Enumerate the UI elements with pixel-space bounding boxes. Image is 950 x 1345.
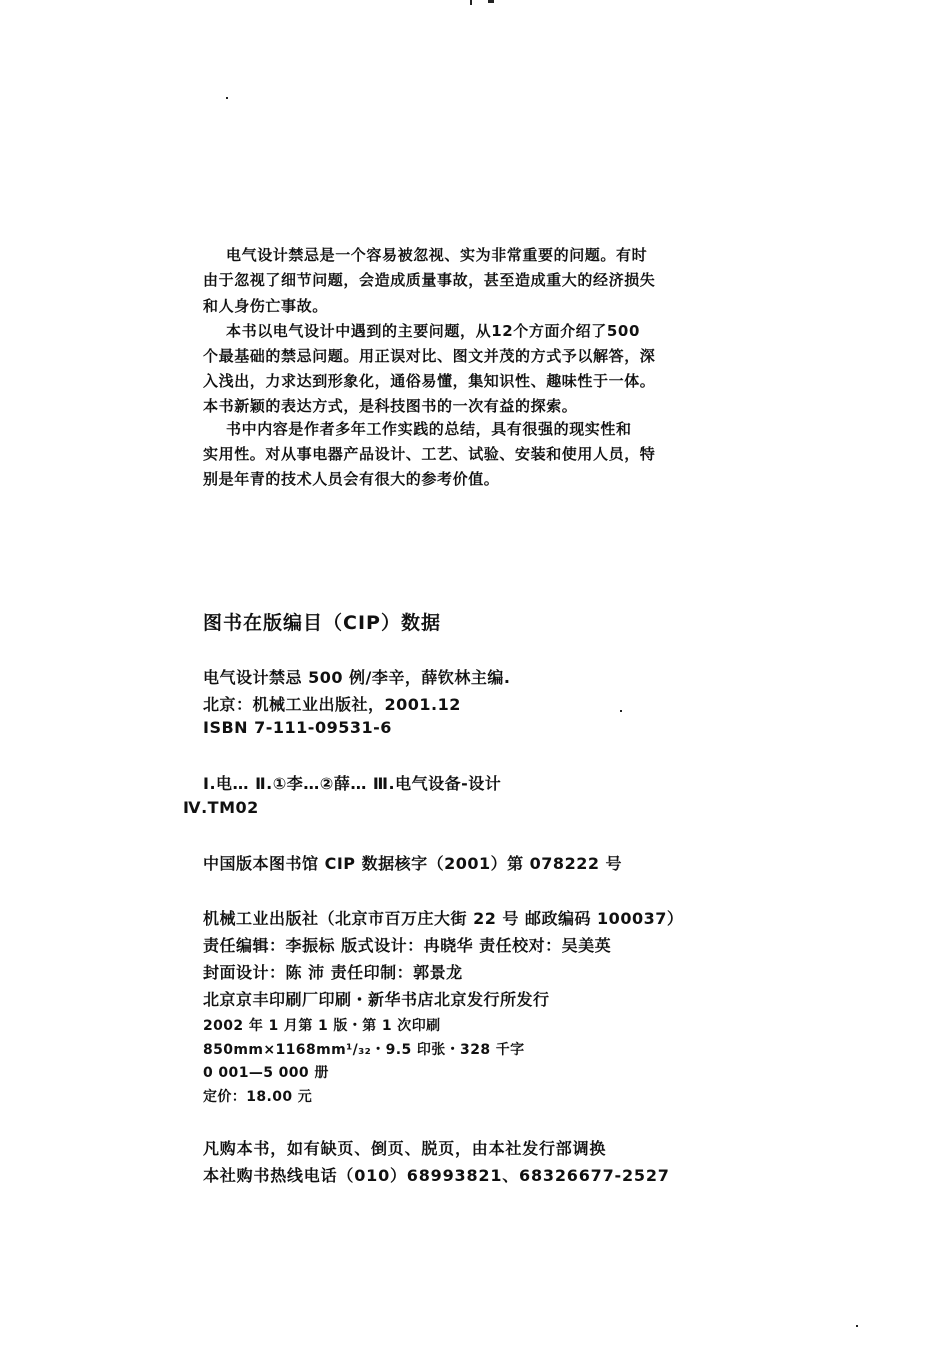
intro-line: 别是年青的技术人员会有很大的参考价值。: [203, 470, 500, 488]
cip-entry-line: 北京：机械工业出版社，2001.12: [203, 695, 461, 714]
price: 定价：18.00 元: [203, 1089, 313, 1105]
cover-credits: 封面设计：陈 沛 责任印制：郭景龙: [203, 963, 463, 982]
scan-mark-top: [470, 0, 472, 5]
format-info: 850mm×1168mm¹/₃₂・9.5 印张・328 千字: [203, 1042, 525, 1058]
edition-info: 2002 年 1 月第 1 版・第 1 次印刷: [203, 1018, 441, 1034]
intro-line: 个最基础的禁忌问题。用正误对比、图文并茂的方式予以解答，深: [203, 347, 656, 365]
scan-mark-top-2: [488, 0, 494, 3]
exchange-notice: 凡购本书，如有缺页、倒页、脱页，由本社发行部调换: [203, 1139, 607, 1158]
cip-heading: 图书在版编目（CIP）数据: [203, 612, 441, 634]
scan-speck: [226, 97, 228, 99]
intro-line: 由于忽视了细节问题，会造成质量事故，甚至造成重大的经济损失: [203, 271, 656, 289]
publisher-address: 机械工业出版社（北京市百万庄大街 22 号 邮政编码 100037）: [203, 909, 684, 928]
cip-library-record: 中国版本图书馆 CIP 数据核字（2001）第 078222 号: [203, 854, 623, 873]
intro-line: 书中内容是作者多年工作实践的总结，具有很强的现实性和: [226, 420, 632, 438]
intro-line: 电气设计禁忌是一个容易被忽视、实为非常重要的问题。有时: [226, 246, 648, 264]
intro-line: 实用性。对从事电器产品设计、工艺、试验、安装和使用人员，特: [203, 445, 656, 463]
intro-line: 和人身伤亡事故。: [203, 297, 328, 315]
cip-isbn: ISBN 7-111-09531-6: [203, 718, 392, 737]
cip-entry-line: 电气设计禁忌 500 例/李辛，薛钦林主编.: [203, 668, 511, 687]
intro-line: 本书以电气设计中遇到的主要问题，从12个方面介绍了500: [226, 322, 640, 340]
printer-distributor: 北京京丰印刷厂印刷・新华书店北京发行所发行: [203, 990, 550, 1009]
cip-classification: Ⅳ.TM02: [183, 798, 259, 817]
editor-credits: 责任编辑：李振标 版式设计：冉晓华 责任校对：吴美英: [203, 936, 612, 955]
sales-hotline: 本社购书热线电话（010）68993821、68326677-2527: [203, 1166, 670, 1185]
intro-line: 本书新颖的表达方式，是科技图书的一次有益的探索。: [203, 397, 578, 415]
scan-speck: [620, 710, 622, 712]
scan-speck: [856, 1325, 858, 1327]
intro-line: 入浅出，力求达到形象化，通俗易懂，集知识性、趣味性于一体。: [203, 372, 656, 390]
print-run: 0 001—5 000 册: [203, 1065, 329, 1081]
cip-subjects: Ⅰ.电… Ⅱ.①李…②薛… Ⅲ.电气设备-设计: [203, 774, 502, 793]
